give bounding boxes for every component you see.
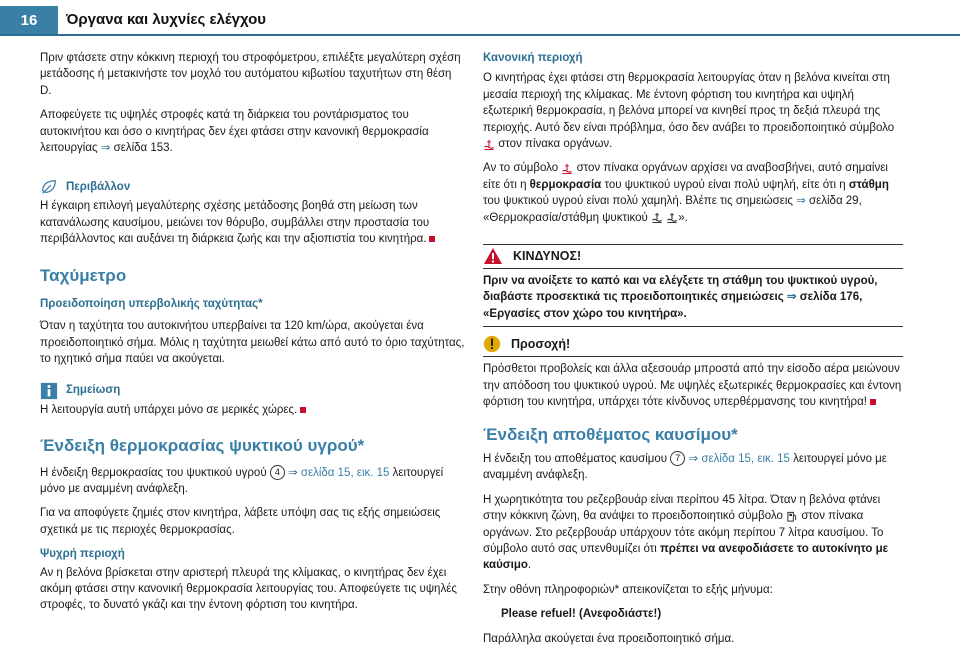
coolant-warning-icon [651,212,663,223]
beep-paragraph: Παράλληλα ακούγεται ένα προειδοποιητικό σήμα. [483,632,735,645]
overspeed-heading: Προειδοποίηση υπερβολικής ταχύτητας* [40,298,263,311]
fuel-pump-icon [786,511,798,522]
normal-zone-heading: Κανονική περιοχή [483,52,583,64]
coolant-heading: Ένδειξη θερμοκρασίας ψυκτικού υγρού* [40,436,365,456]
caution-text: Πρόσθετοι προβολείς και άλλα αξεσουάρ μπροστά από την είσοδο αέρα μειώνουν την απόδοση του ψυκτικού υγρού. Με υψηλές εξωτερικές θερμοκρασίες και έντονη φόρτιση του κινητήρα, υπάρχει τότε κίνδυνος υπερθέρμανσης του κινητήρα! [483,363,902,409]
end-marker-icon [870,399,876,405]
callout-number: 4 [270,465,285,480]
speedometer-heading: Ταχύμετρο [40,265,127,285]
divider [483,356,903,357]
coolant-warning-icon [561,163,573,174]
arrow-right-icon: ⇒ [786,291,797,304]
page-number: 16 [0,6,58,34]
danger-heading: ΚΙΝΔΥΝΟΣ! [483,247,903,265]
overspeed-text: Όταν η ταχύτητα του αυτοκινήτου υπερβαίνει τα 120 km/ώρα, ακούγεται ένα προειδοποιητικό σήμα. Μόλις η ταχύτητα μειωθεί κάτω από αυτό το όριο ταχύτητας, το ηχητικό σήμα παύει να ακούγεται. [40,320,465,366]
environment-text: Η έγκαιρη επιλογή μεγαλύτερης σχέσης μετάδοσης βοηθά στη μείωση των κατανάλωσης καυσίμου, μειώνει τον θόρυβο, συμβάλλει στην προστασία του περιβάλλοντος και αυξάνει τη διάρκεια ζωής και την αξιοπιστία του κινητήρα. [40,198,465,247]
left-column [40,50,465,622]
page-link[interactable]: σελίδα 15, εικ. 15 [701,452,790,465]
coolant-paragraph-2: Για να αποφύγετε ζημιές στον κινητήρα, λάβετε υπόψη σας τις εξής σημειώσεις σχετικά με τις περιοχές θερμοκρασίας. [40,507,441,536]
intro-paragraph: Πριν φτάσετε στην κόκκινη περιοχή του στροφόμετρου, επιλέξτε μεγαλύτερη σχέση μετάδοσης ή μετακινήστε τον μοχλό του αυτόματου κιβωτίου ταχυτήτων στη θέση D. [40,52,461,97]
fuel-paragraph: Η ένδειξη του αποθέματος καυσίμου 7 ⇒ σελίδα 15, εικ. 15 λειτουργεί μόνο με αναμμένη ανάφλεξη. [483,452,887,482]
danger-box [483,244,903,327]
page-header [0,0,960,36]
environment-heading: Περιβάλλον [40,178,465,196]
right-column [483,50,903,655]
arrow-right-icon: ⇒ [288,466,298,479]
divider [483,268,903,269]
normal-zone-text: Ο κινητήρας έχει φτάσει στη θερμοκρασία λειτουργίας όταν η βελόνα κινείται στη μεσαία περιοχή της κλίμακας. Με έντονη φόρτιση του κινητήρα και υψηλή εξωτερική θερμοκρασία, η βελόνα μπορεί να κινηθεί προς τη δεξιά πλευρά της περιοχής. Αυτό δεν είναι πρόβλημα, όσο δεν ανάβει το προειδοποιητικό σύμβολο στον πίνακα οργάνων. [483,72,895,151]
coolant-warning-icon [666,212,678,223]
refuel-message: Please refuel! (Ανεφοδιάστε!) [501,608,662,621]
arrow-right-icon: ⇒ [100,142,111,155]
end-marker-icon [300,407,306,413]
arrow-right-icon: ⇒ [796,195,806,208]
note-text: Η λειτουργία αυτή υπάρχει μόνο σε μερικές χώρες. [40,402,465,418]
display-paragraph: Στην οθόνη πληροφοριών* απεικονίζεται το εξής μήνυμα: [483,583,773,596]
fuel-heading: Ένδειξη αποθέματος καυσίμου* [483,424,738,444]
note-heading: Σημείωση [40,382,465,400]
page-link[interactable]: σελίδα 15, εικ. 15 [300,466,390,479]
end-marker-icon [429,236,435,242]
caution-icon [483,335,501,353]
leaf-icon [40,178,58,196]
cold-zone-text: Αν η βελόνα βρίσκεται στην αριστερή πλευρά της κλίμακας, ο κινητήρας δεν έχει ακόμη φτάσει στην κανονική θερμοκρασία λειτουργίας του. Αποφεύγετε τις υψηλές στροφές, το δυνατό γκάζι και την έντονη φόρτιση του κινητήρα. [40,566,457,612]
blink-paragraph: Αν το σύμβολο στον πίνακα οργάνων αρχίσει να αναβοσβήνει, αυτό σημαίνει είτε ότι η θερμοκρασία του ψυκτικού υγρού είναι πολύ υψηλή, είτε ότι η στάθμη του ψυκτικού υγρού είναι πολύ χαμηλή. Βλέπε τις σημειώσεις ⇒ σελίδα 29, «Θερμοκρασία/στάθμη ψυκτικού ». [483,162,889,224]
callout-number: 7 [670,451,685,466]
coolant-warning-icon [483,139,495,150]
danger-text: Πριν να ανοίξετε το καπό και να ελέγξετε τη στάθμη του ψυκτικού υγρού, διαβάστε προσεκτικά τις προειδοποιητικές σημειώσεις ⇒ σελίδα 176, «Εργασίες στον χώρο του κινητήρα». [483,275,878,320]
break-in-paragraph: Αποφεύγετε τις υψηλές στροφές κατά τη διάρκεια του ροντάρισματος του αυτοκινήτου και όσο ο κινητήρας δεν έχει φτάσει στην κανονική θερμοκρασία λειτουργίας ⇒ σελίδα 153. [40,109,429,155]
page-title: Όργανα και λυχνίες ελέγχου [66,11,267,28]
coolant-paragraph: Η ένδειξη θερμοκρασίας του ψυκτικού υγρού 4 ⇒ σελίδα 15, εικ. 15 λειτουργεί μόνο με αναμμένη ανάφλεξη. [40,466,444,495]
caution-heading: Προσοχή! [483,335,903,353]
arrow-right-icon: ⇒ [688,452,699,465]
tank-paragraph: Η χωρητικότητα του ρεζερβουάρ είναι περίπου 45 λίτρα. Όταν η βελόνα φτάνει στην κόκκινη ζώνη, θα ανάψει το προειδοποιητικό σύμβολο στον πίνακα οργάνων. Στο ρεζερβουάρ υπάρχουν τότε ακόμη περίπου 7 λίτρα καυσίμου. Το σύμβολο αυτό σας υπενθυμίζει ότι πρέπει να ανεφοδιάσετε το αυτοκίνητο με καύσιμο. [483,493,889,572]
info-icon [40,382,58,400]
warning-triangle-icon [483,247,503,265]
cold-zone-heading: Ψυχρή περιοχή [40,548,125,561]
